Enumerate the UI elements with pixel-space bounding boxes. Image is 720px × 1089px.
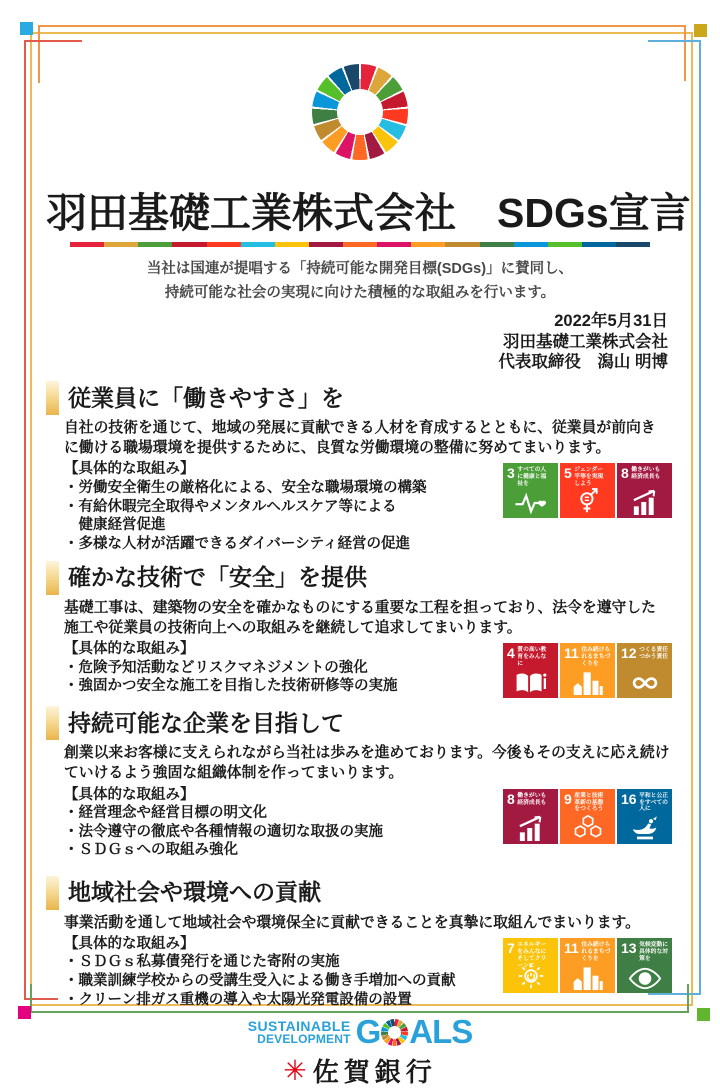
tile-header bbox=[503, 463, 558, 488]
sdg-logo-wordmark bbox=[248, 1019, 351, 1046]
goals-wordmark bbox=[356, 1013, 473, 1051]
torikumi-list bbox=[64, 659, 503, 696]
torikumi-item: ・ＳＤＧｓ私募債発行を通じた寄附の実施 bbox=[64, 954, 340, 971]
rainbow-segment bbox=[70, 242, 104, 247]
sdg-goal-tiles bbox=[503, 463, 672, 518]
corner-square-top-left bbox=[20, 22, 33, 35]
industry-cubes-icon bbox=[574, 814, 602, 841]
heading-accent-bar bbox=[46, 876, 59, 910]
signature-date: 2022年5月31日 bbox=[554, 311, 668, 330]
city-buildings-icon bbox=[572, 670, 604, 695]
frame-red-top-stub bbox=[24, 40, 82, 42]
section-community bbox=[46, 876, 674, 1009]
page-title: 羽田基礎工業株式会社 SDGs宣言 bbox=[46, 190, 691, 236]
education-book-icon bbox=[515, 671, 547, 695]
torikumi-item: ・職業訓練学校からの受講生受入による働き手増加への貢献 bbox=[64, 972, 456, 989]
torikumi-item: ・経営理念や経営目標の明文化 bbox=[64, 805, 267, 822]
sdg-goal-11-tile bbox=[560, 643, 615, 698]
rainbow-segment bbox=[172, 242, 206, 247]
frame-green-right-stub bbox=[687, 984, 689, 1013]
sdg-goal-tiles bbox=[503, 938, 672, 993]
health-heartbeat-icon bbox=[514, 491, 548, 515]
sdg-goal-13-tile bbox=[617, 938, 672, 993]
tile-header bbox=[617, 463, 672, 481]
section-employees bbox=[46, 381, 674, 553]
heading-accent-bar bbox=[46, 561, 59, 595]
frame-red-left-line bbox=[24, 40, 26, 1000]
goal-label: 産業と技術革新の基盤をつくろう bbox=[574, 792, 604, 813]
rainbow-segment bbox=[514, 242, 548, 247]
rainbow-underline bbox=[70, 242, 650, 247]
signature-president: 代表取締役 潟山 明博 bbox=[498, 353, 668, 372]
section-body: 自社の技術を通じて、地域の発展に貢献できる人材を育成するとともに、従業員が前向きに働ける職場環境を提供するために、良質な労働環境の整備に努めてまいります。 bbox=[64, 420, 656, 457]
rainbow-segment bbox=[377, 242, 411, 247]
rainbow-segment bbox=[548, 242, 582, 247]
goal-number: 11 bbox=[564, 645, 579, 662]
corner-square-bottom-right bbox=[697, 1008, 710, 1021]
heading-accent-bar bbox=[46, 706, 59, 740]
bank-asterisk-icon: ✳ bbox=[283, 1054, 307, 1086]
section-detail-row bbox=[46, 935, 674, 1009]
section-heading-row bbox=[46, 876, 674, 910]
section-safety bbox=[46, 561, 674, 698]
subtitle-line-2: 持続可能な社会の実現に向けた積極的な取組みを行います。 bbox=[164, 284, 556, 301]
tile-header bbox=[617, 938, 672, 963]
sdg-goal-tiles bbox=[503, 643, 672, 698]
section-heading: 従業員に「働きやすさ」を bbox=[68, 384, 344, 411]
subtitle-line-1: 当社は国連が提唱する「持続可能な開発目標(SDGs)」に賛同し、 bbox=[146, 261, 574, 277]
torikumi-block bbox=[64, 640, 503, 696]
section-heading: 持続可能な企業を目指して bbox=[68, 709, 344, 736]
goal-number: 5 bbox=[564, 465, 572, 482]
torikumi-block bbox=[64, 935, 503, 1009]
rainbow-segment bbox=[582, 242, 616, 247]
section-body: 事業活動を通して地域社会や環境保全に貢献できることを真摯に取組んでまいります。 bbox=[64, 914, 640, 931]
sdg-goal-5-tile bbox=[560, 463, 615, 518]
rainbow-segment bbox=[138, 242, 172, 247]
torikumi-item: ・多様な人材が活躍できるダイバーシティ経営の促進 bbox=[64, 535, 410, 552]
climate-eye-icon bbox=[628, 967, 662, 990]
torikumi-title: 【具体的な取組み】 bbox=[64, 786, 195, 803]
sdg-color-wheel-logo bbox=[312, 64, 408, 160]
goal-label: 平和と公正をすべての人に bbox=[639, 792, 669, 813]
goal-number: 9 bbox=[564, 790, 572, 807]
economic-growth-icon bbox=[630, 489, 660, 515]
torikumi-item: ・ＳＤＧｓへの取組み強化 bbox=[64, 842, 238, 859]
torikumi-title: 【具体的な取組み】 bbox=[64, 935, 195, 952]
section-heading-row bbox=[46, 381, 674, 415]
sdg-goal-7-tile bbox=[503, 938, 558, 993]
tile-header bbox=[560, 463, 615, 488]
sdg-mini-wheel-icon bbox=[381, 1019, 408, 1046]
torikumi-list bbox=[64, 479, 503, 553]
torikumi-block bbox=[64, 786, 503, 860]
rainbow-segment bbox=[480, 242, 514, 247]
economic-growth-icon bbox=[516, 815, 546, 841]
goal-label: すべての人に健康と福祉を bbox=[517, 467, 547, 488]
goals-letters-als: ALS bbox=[409, 1013, 473, 1051]
section-detail-row bbox=[46, 460, 674, 553]
signature-company: 羽田基礎工業株式会社 bbox=[503, 332, 668, 351]
frame-orange-top-line bbox=[38, 25, 686, 27]
footer bbox=[46, 1013, 674, 1089]
goal-number: 12 bbox=[621, 645, 637, 662]
torikumi-item: ・危険予知活動などリスクマネジメントの強化 bbox=[64, 659, 368, 676]
sdg-goal-8-tile bbox=[503, 789, 558, 844]
infinity-loop-icon bbox=[628, 671, 662, 695]
peace-dove-icon bbox=[629, 815, 661, 841]
section-body: 創業以来お客様に支えられながら当社は歩みを進めております。今後もその支えに応え続けていけるよう強固な組織体制を作ってまいります。 bbox=[64, 745, 670, 782]
goal-number: 8 bbox=[621, 465, 629, 482]
torikumi-item: ・法令遵守の徹底や各種情報の適切な取扱の実施 bbox=[64, 823, 383, 840]
section-heading: 確かな技術で「安全」を提供 bbox=[68, 564, 367, 591]
goal-label: 質の高い教育をみんなに bbox=[517, 647, 547, 668]
torikumi-title: 【具体的な取組み】 bbox=[64, 641, 195, 658]
goal-label: 働きがいも経済成長も bbox=[631, 467, 661, 481]
rainbow-segment bbox=[309, 242, 343, 247]
goal-label: ジェンダー平等を実現しよう bbox=[574, 467, 604, 488]
subtitle bbox=[46, 258, 674, 306]
goal-label: つくる責任つかう責任 bbox=[639, 647, 669, 661]
goals-letter-g: G bbox=[355, 1013, 381, 1051]
goal-number: 16 bbox=[621, 790, 637, 807]
rainbow-segment bbox=[343, 242, 377, 247]
goal-label: 働きがいも経済成長も bbox=[517, 792, 547, 806]
tile-header bbox=[503, 643, 558, 668]
rainbow-segment bbox=[616, 242, 650, 247]
section-detail-row bbox=[46, 640, 674, 698]
frame-orange-right-stub bbox=[684, 25, 686, 81]
rainbow-segment bbox=[275, 242, 309, 247]
saga-bank-logo bbox=[46, 1052, 674, 1089]
goal-number: 8 bbox=[507, 790, 515, 807]
goal-number: 4 bbox=[507, 645, 515, 662]
tile-header bbox=[560, 938, 615, 963]
goal-number: 3 bbox=[507, 465, 515, 482]
gender-equality-icon bbox=[575, 488, 601, 515]
sdg-goals-logo bbox=[46, 1013, 674, 1051]
section-body: 基礎工事は、建築物の安全を確かなものにする重要な工程を担っており、法令を遵守した施工や従業員の技術向上への取組みを継続して追求してまいります。 bbox=[64, 600, 656, 637]
sdg-goal-11-tile bbox=[560, 938, 615, 993]
torikumi-item: ・有給休暇完全取得やメンタルヘルスケア等による bbox=[64, 498, 397, 515]
bank-name: 佐賀銀行 bbox=[312, 1058, 437, 1088]
sdg-goal-12-tile bbox=[617, 643, 672, 698]
tile-header bbox=[503, 789, 558, 807]
section-detail-row bbox=[46, 786, 674, 860]
goal-number: 11 bbox=[564, 939, 579, 956]
sdg-goal-4-tile bbox=[503, 643, 558, 698]
rainbow-segment bbox=[241, 242, 275, 247]
section-heading: 地域社会や環境への貢献 bbox=[68, 879, 321, 906]
clean-energy-sun-icon bbox=[517, 962, 545, 990]
torikumi-title: 【具体的な取組み】 bbox=[64, 461, 195, 478]
section-sustainable-company bbox=[46, 706, 674, 859]
torikumi-item: ・労働安全衛生の厳格化による、安全な職場環境の構築 bbox=[64, 479, 427, 496]
goal-number: 13 bbox=[621, 939, 637, 956]
torikumi-item: ・クリーン排ガス重機の導入や太陽光発電設備の設置 bbox=[64, 991, 412, 1008]
torikumi-block bbox=[64, 460, 503, 553]
corner-square-bottom-left bbox=[18, 1006, 31, 1019]
tile-header bbox=[617, 789, 672, 814]
goal-label: 住み続けられるまちづくりを bbox=[581, 941, 611, 962]
torikumi-list bbox=[64, 804, 503, 860]
torikumi-item: 健康経営促進 bbox=[64, 517, 166, 534]
sdg-goal-3-tile bbox=[503, 463, 558, 518]
sdg-goal-tiles bbox=[503, 789, 672, 844]
tile-header bbox=[617, 643, 672, 661]
frame-blue-top-stub bbox=[648, 40, 701, 42]
goal-label: 気候変動に具体的な対策を bbox=[639, 941, 669, 962]
rainbow-segment bbox=[104, 242, 138, 247]
frame-blue-right-line bbox=[699, 40, 701, 995]
sdg-goal-9-tile bbox=[560, 789, 615, 844]
sdg-goal-16-tile bbox=[617, 789, 672, 844]
goal-label: 住み続けられるまちづくりを bbox=[581, 647, 611, 668]
tile-header bbox=[560, 789, 615, 814]
section-heading-row bbox=[46, 561, 674, 595]
signature-block bbox=[46, 311, 674, 373]
city-buildings-icon bbox=[572, 965, 604, 990]
tile-header bbox=[560, 643, 615, 668]
sdg-goal-8-tile bbox=[617, 463, 672, 518]
goal-label: エネルギーをみんなにそしてクリーンに bbox=[517, 941, 547, 969]
sdg-logo-line1: SUSTAINABLE bbox=[247, 1017, 351, 1034]
sdg-logo-line2: DEVELOPMENT bbox=[257, 1032, 351, 1047]
rainbow-segment bbox=[445, 242, 479, 247]
corner-square-top-right bbox=[694, 24, 707, 37]
goal-number: 7 bbox=[507, 939, 515, 956]
rainbow-segment bbox=[207, 242, 241, 247]
torikumi-item: ・強固かつ安全な施工を目指した技術研修等の実施 bbox=[64, 678, 398, 695]
frame-orange-left-stub bbox=[38, 25, 40, 83]
heading-accent-bar bbox=[46, 381, 59, 415]
rainbow-segment bbox=[411, 242, 445, 247]
torikumi-list bbox=[64, 953, 503, 1009]
section-heading-row bbox=[46, 706, 674, 740]
